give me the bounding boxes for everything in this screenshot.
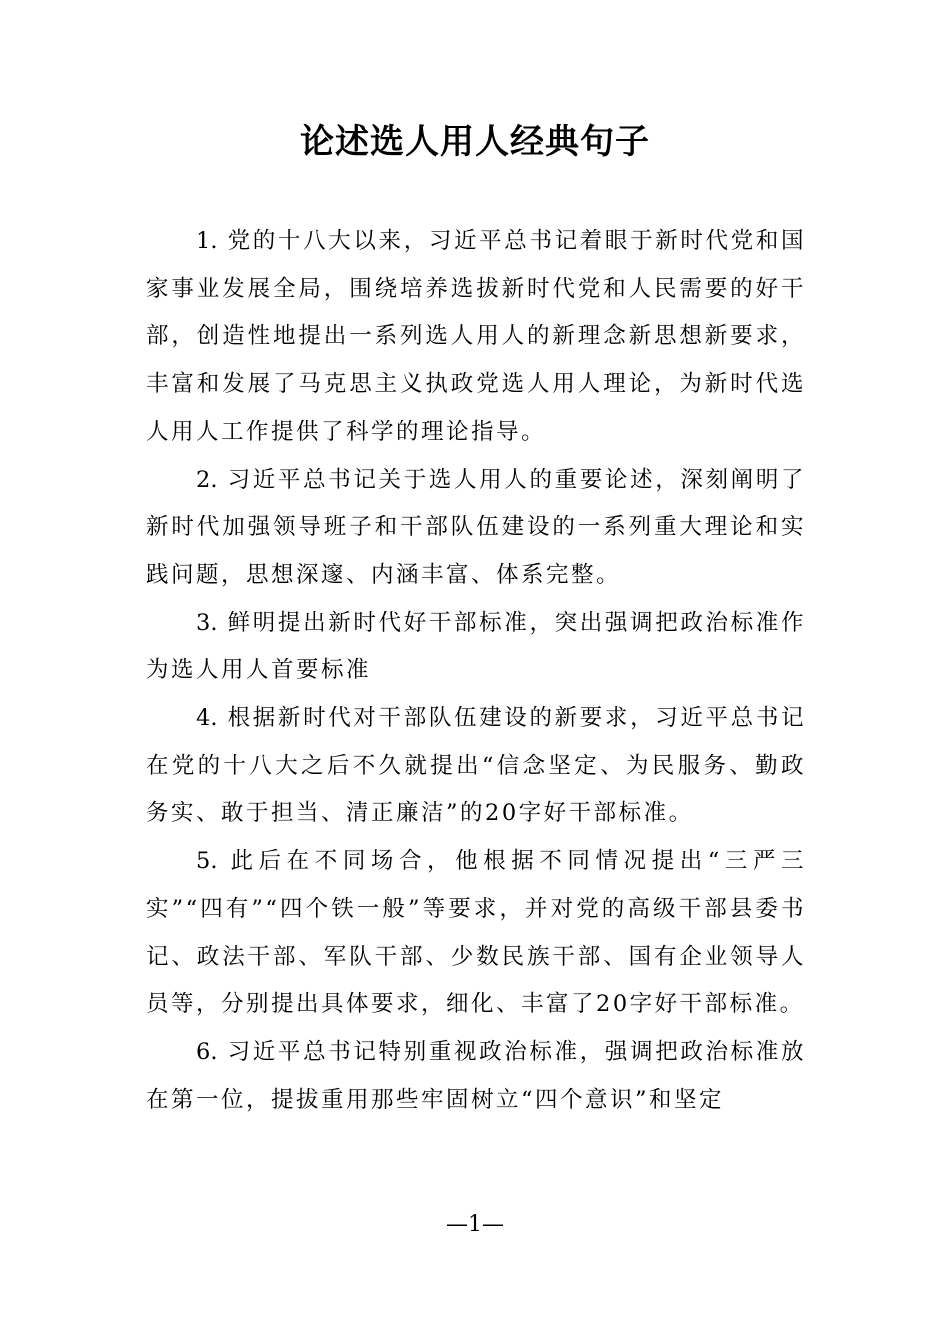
page-number: —1— [446, 1212, 504, 1237]
paragraph-text: 习近平总书记特别重视政治标准，强调把政治标准放在第一位，提拔重用那些牢固树立“四个意识”和坚定 [146, 1038, 806, 1113]
paragraph-text: 习近平总书记关于选人用人的重要论述，深刻阐明了新时代加强领导班子和干部队伍建设的一系列重大理论和实践问题，思想深邃、内涵丰富、体系完整。 [146, 466, 806, 588]
paragraph-number: 1. [196, 228, 218, 254]
paragraph-text: 此后在不同场合，他根据不同情况提出“三严三实”“四有”“四个铁一般”等要求，并对党的高级干部县委书记、政法干部、军队干部、少数民族干部、国有企业领导人员等，分别提出具体要求，细化、丰富了20字好干部标准。 [146, 848, 806, 1018]
paragraph-text: 鲜明提出新时代好干部标准，突出强调把政治标准作为选人用人首要标准 [146, 609, 806, 684]
document-body [146, 218, 806, 1124]
paragraph [146, 457, 806, 600]
paragraph [146, 218, 806, 457]
paragraph-text: 党的十八大以来，习近平总书记着眼于新时代党和国家事业发展全局，围绕培养选拔新时代党和人民需要的好干部，创造性地提出一系列选人用人的新理念新思想新要求，丰富和发展了马克思主义执政党选人用人理论，为新时代选人用人工作提供了科学的理论指导。 [146, 228, 806, 445]
paragraph [146, 838, 806, 1029]
paragraph-number: 6. [196, 1038, 218, 1065]
paragraph [146, 600, 806, 695]
paragraph [146, 1029, 806, 1124]
page-title: 论述选人用人经典句子 [300, 122, 650, 162]
paragraph-number: 3. [196, 609, 218, 636]
paragraph [146, 695, 806, 838]
paragraph-number: 2. [196, 466, 218, 493]
paragraph-number: 4. [196, 705, 218, 732]
paragraph-number: 5. [196, 848, 218, 875]
paragraph-text: 根据新时代对干部队伍建设的新要求，习近平总书记在党的十八大之后不久就提出“信念坚定、为民服务、勤政务实、敢于担当、清正廉洁”的20字好干部标准。 [146, 705, 806, 827]
